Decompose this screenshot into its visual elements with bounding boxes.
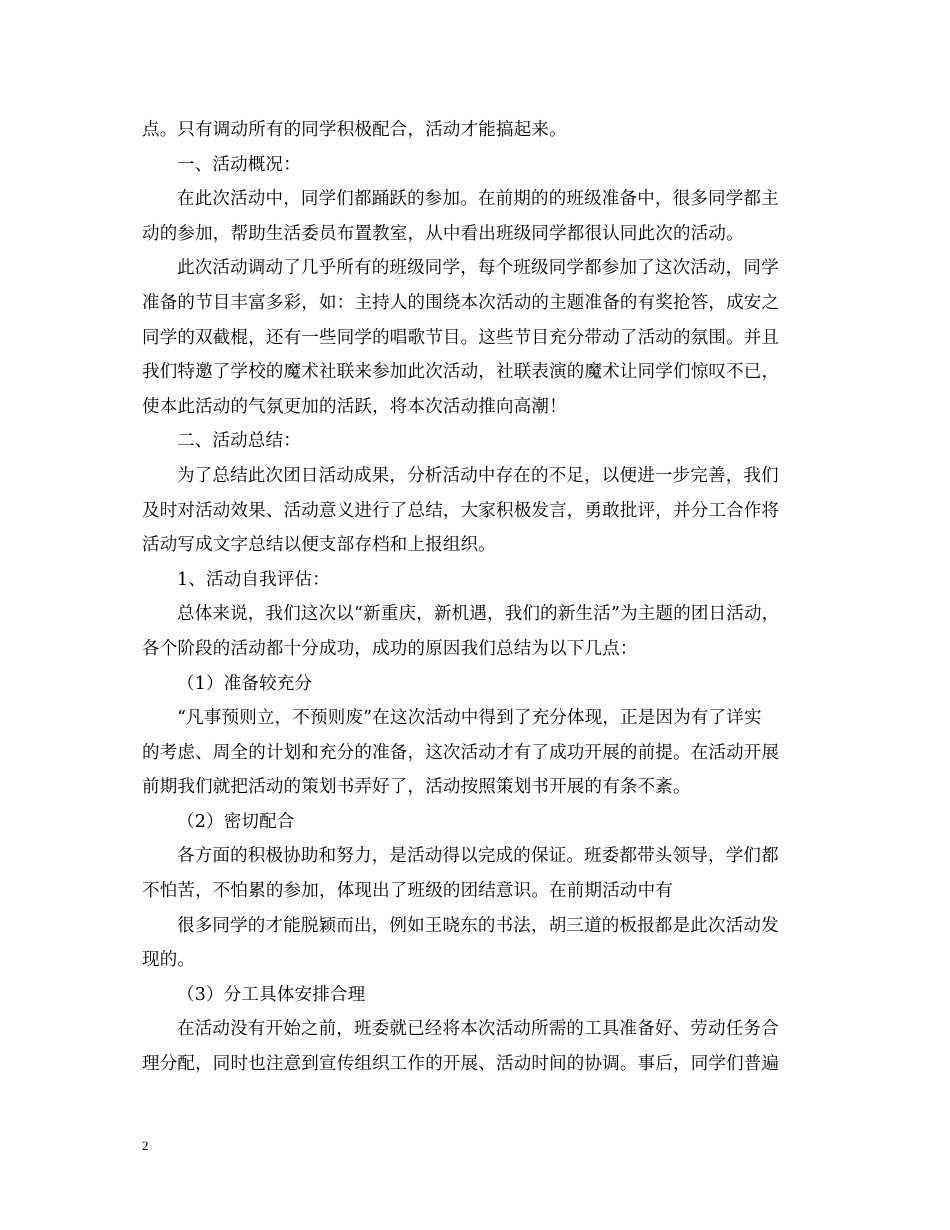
text-line: 理分配，同时也注意到宣传组织工作的开展、活动时间的协调。事后，同学们普遍 [142,1054,780,1075]
text-line: 一、活动概况： [177,154,301,175]
text-line: 同学的双截棍，还有一些同学的唱歌节目。这些节目充分带动了活动的氛围。并且 [142,327,780,348]
text-line: 总体来说，我们这次以“新重庆，新机遇，我们的新生活”为主题的团日活动， [177,604,780,625]
text-line: （3）分工具体安排合理 [177,984,366,1005]
text-line: 准备的节目丰富多彩，如：主持人的围绕本次活动的主题准备的有奖抢答，成安之 [142,292,780,313]
text-line: 活动写成文字总结以便支部存档和上报组织。 [142,535,496,556]
text-line: 各个阶段的活动都十分成功，成功的原因我们总结为以下几点： [142,638,638,659]
text-line: 不怕苦，不怕累的参加，体现出了班级的团结意识。在前期活动中有 [142,881,673,902]
text-line: 很多同学的才能脱颖而出，例如王晓东的书法，胡三道的板报都是此次活动发 [177,915,779,936]
text-line: 在此次活动中，同学们都踊跃的参加。在前期的的班级准备中，很多同学都主 [177,189,779,210]
text-line: 点。只有调动所有的同学积极配合，活动才能搞起来。 [142,120,567,140]
text-line: 为了总结此次团日活动成果，分析活动中存在的不足，以便进一步完善，我们 [177,465,779,486]
text-line: 1、活动自我评估： [177,569,330,590]
text-line: 现的。 [142,950,196,971]
text-line: 此次活动调动了几乎所有的班级同学，每个班级同学都参加了这次活动，同学 [177,258,779,279]
text-line: “凡事预则立，不预则废”在这次活动中得到了充分体现，正是因为有了详实 [177,708,762,729]
text-line: （1）准备较充分 [177,673,313,694]
text-line: 各方面的积极协助和努力，是活动得以完成的保证。班委都带头领导，学们都 [177,846,779,867]
text-line: 我们特邀了学校的魔术社联来参加此次活动，社联表演的魔术让同学们惊叹不已， [142,362,780,383]
text-line: （2）密切配合 [177,811,295,832]
text-line: 及时对活动效果、活动意义进行了总结，大家积极发言，勇敢批评，并分工合作将 [142,500,780,521]
text-line: 使本此活动的气氛更加的活跃，将本次活动推向高潮！ [142,396,567,417]
text-line: 前期我们就把活动的策划书弄好了，活动按照策划书开展的有条不紊。 [142,777,691,798]
text-line: 二、活动总结： [177,431,301,452]
page-number: 2 [142,1138,149,1153]
text-line: 在活动没有开始之前，班委就已经将本次活动所需的工具准备好、劳动任务合 [177,1019,779,1040]
document-body [142,113,822,1082]
text-line: 的考虑、周全的计划和充分的准备，这次活动才有了成功开展的前提。在活动开展 [142,742,780,763]
text-line: 动的参加，帮助生活委员布置教室，从中看出班级同学都很认同此次的活动。 [142,223,744,244]
